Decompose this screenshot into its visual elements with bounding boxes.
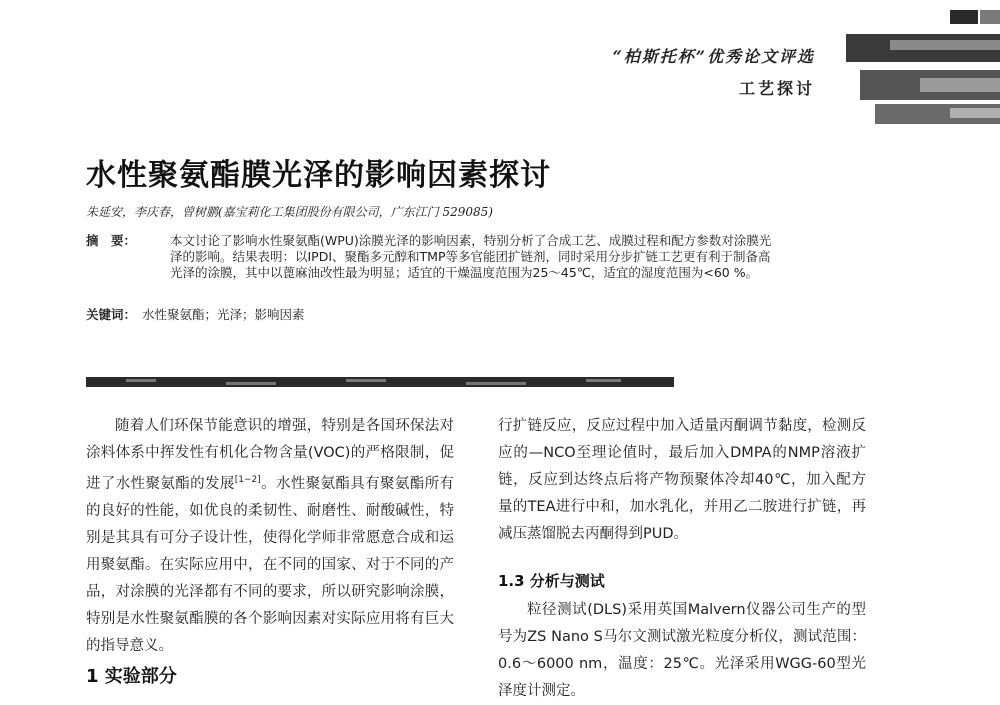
abstract-text: 本文讨论了影响水性聚氨酯(WPU)涂膜光泽的影响因素，特别分析了合成工艺、成膜过程和配方参数对涂膜光泽的影响。结果表明：以IPDI、聚酯多元醇和TMP等多官能团扩链剂，同时采用分步扩链工艺更有利于制备高光泽的涂膜，其中以蓖麻油改性最为明显；适宜的干燥温度范围为25～45℃，适宜的湿度范围为<60 %。 — [170, 233, 772, 280]
section-heading-1-3: 1.3 分析与测试 — [498, 572, 605, 590]
journal-series-label: “柏斯托杯”优秀论文评选 — [612, 47, 815, 66]
header-decoration — [830, 0, 1000, 130]
intro-text: 随着人们环保节能意识的增强，特别是各国环保法对涂料体系中挥发性有机化合物含量(VOC)的严格限制，促进了水性聚氨酯的发展 — [86, 418, 454, 492]
paper-title: 水性聚氨酯膜光泽的影响因素探讨 — [86, 158, 551, 193]
keywords-text: 水性聚氨酯；光泽；影响因素 — [142, 307, 305, 322]
testing-paragraph: 粒径测试(DLS)采用英国Malvern仪器公司生产的型号为ZS Nano S马尔文测试激光粒度分析仪，测试范围：0.6～6000 nm，温度：25℃。光泽采用WGG-60型光泽度计测定。 — [498, 602, 866, 699]
abstract — [86, 233, 776, 281]
paper-authors: 朱延安，李庆春，曾树鹏(嘉宝莉化工集团股份有限公司，广东江门 529085) — [86, 205, 493, 219]
keywords-label: 关键词： — [86, 307, 137, 322]
body-right-column — [498, 413, 866, 705]
process-paragraph: 行扩链反应，反应过程中加入适量丙酮调节黏度，检测反应的—NCO至理论值时，最后加入DMPA的NMP溶液扩链，反应到达终点后将产物预聚体冷却40℃，加入配方量的TEA进行中和，加水乳化，并用乙二胺进行扩链，再减压蒸馏脱去丙酮得到PUD。 — [498, 418, 866, 542]
intro-paragraph — [86, 413, 454, 660]
keywords — [86, 305, 305, 323]
abstract-label: 摘 要： — [86, 233, 137, 248]
citation: [1−2] — [234, 475, 261, 485]
section-tag: 工艺探讨 — [738, 79, 815, 98]
intro-text-cont: 。水性聚氨酯具有聚氨酯所有的良好的性能，如优良的柔韧性、耐磨性、耐酸碱性，特别是其具有可分子设计性，使得化学师非常愿意合成和运用聚氨酯。在实际应用中，在不同的国家、对于不同的产品，对涂膜的光泽都有不同的要求，所以研究影响涂膜，特别是水性聚氨酯膜的各个影响因素对实际应用将有巨大的指导意义。 — [86, 475, 455, 654]
section-divider-bar — [86, 377, 674, 387]
body-left-column — [86, 413, 454, 660]
section-heading-1: 1 实验部分 — [86, 666, 177, 687]
